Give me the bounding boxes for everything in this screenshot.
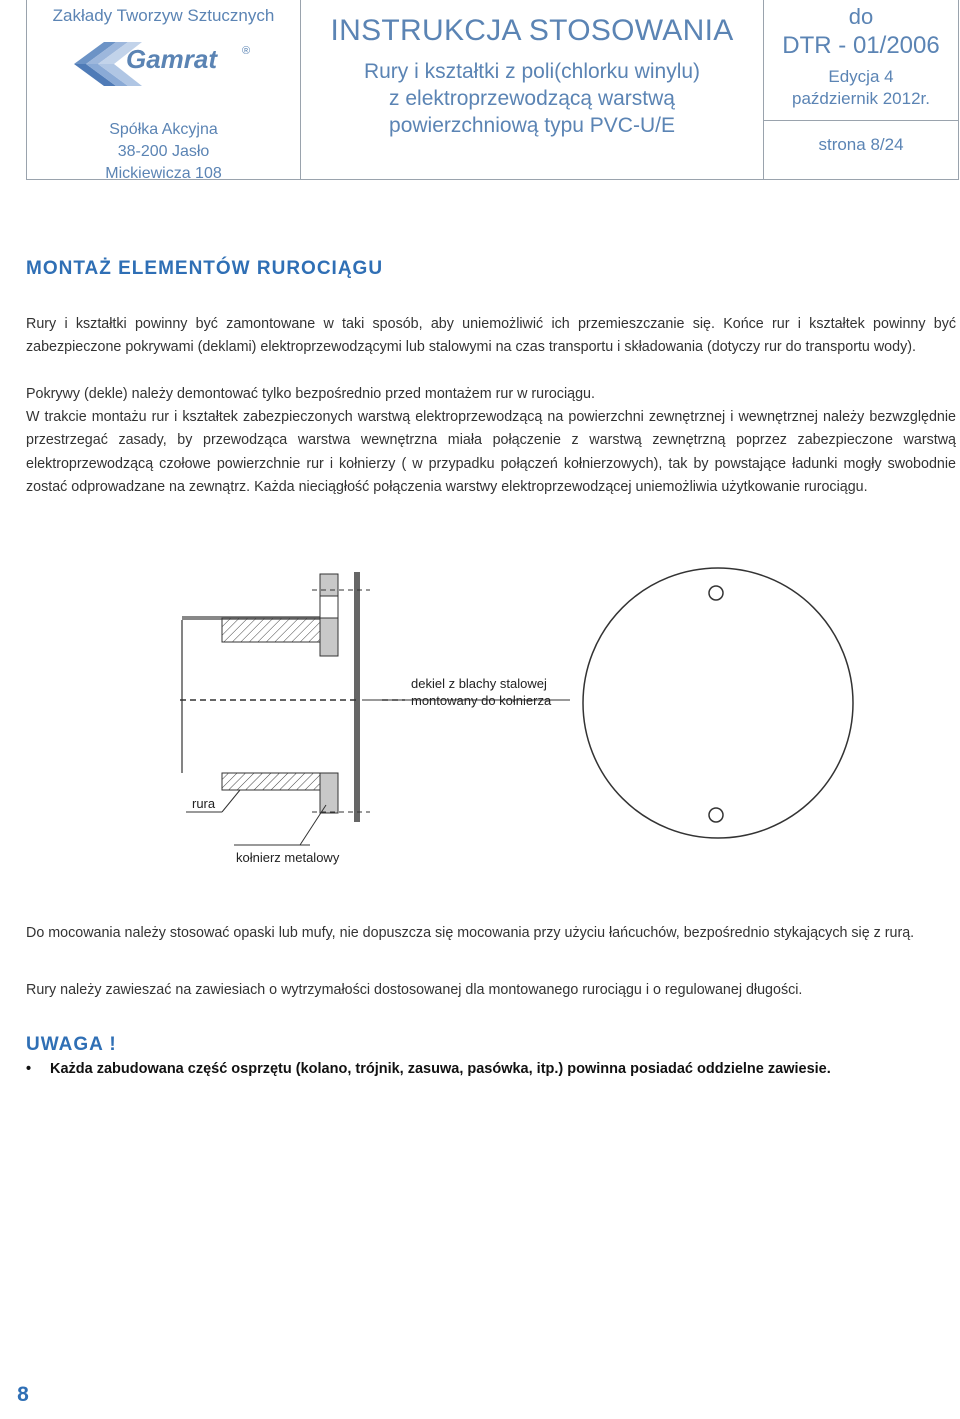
cover-hole-top (709, 586, 723, 600)
paragraph-1: Rury i kształtki powinny być zamontowane w taki sposób, aby uniemożliwić ich przemieszczanie się. Końce rur i kształtek powinny być zabezpieczone pokrywami (deklami) elektroprzewodzącymi lub stalowymi na czas transportu i składowania (dotyczy rur do transportu wody). (26, 316, 956, 356)
doc-subtitle-line-1: Rury i kształtki z poli(chlorku winylu) (363, 60, 701, 83)
doc-number: DTR - 01/2006 (782, 32, 940, 59)
company-block (27, 0, 301, 182)
rura-leader (222, 790, 240, 812)
doc-do-label: do (848, 4, 874, 29)
label-dekiel-1: dekiel z blachy stalowej (411, 676, 547, 691)
kolnierz-leader (300, 805, 326, 845)
bullet-dot: • (26, 1061, 32, 1077)
company-type: Spółka Akcyjna (109, 121, 218, 138)
paragraph-5: Rury należy zawieszać na zawiesiach o wytrzymałości dostosowanej dla montowanego rurociągu i o regulowanej długości. (26, 982, 803, 998)
gamrat-logo (64, 34, 264, 94)
steel-cover (354, 572, 360, 822)
flange-bolt-hole-top (320, 596, 338, 618)
company-street: Mickiewicza 108 (105, 165, 222, 182)
label-rura: rura (192, 796, 216, 811)
doc-info-block (764, 0, 958, 179)
paragraph-2: Pokrywy (dekle) należy demontować tylko bezpośrednio przed montażem rur w rurociągu. (26, 386, 595, 402)
doc-subtitle (301, 58, 763, 139)
divider (764, 120, 958, 121)
page-info: strona 8/24 (818, 135, 904, 154)
label-kolnierz: kołnierz metalowy (236, 850, 340, 865)
company-name: Zakłady Tworzyw Sztucznych (52, 6, 275, 25)
title-block (301, 0, 764, 179)
doc-subtitle-line-2: z elektroprzewodzącą warstwą (389, 87, 675, 110)
cover-front-view (583, 568, 853, 838)
warning-title: UWAGA ! (26, 1034, 117, 1055)
logo-mark: ® (241, 45, 250, 57)
warning-item-text: Każda zabudowana część osprzętu (kolano, trójnik, zasuwa, pasówka, itp.) powinna posiadać oddzielne zawiesie. (50, 1061, 831, 1077)
flange-diagram (0, 560, 960, 880)
doc-title: INSTRUKCJA STOSOWANIA (330, 14, 734, 47)
company-postal: 38-200 Jasło (117, 143, 210, 160)
warning-item (26, 1061, 831, 1077)
paragraph-4: Do mocowania należy stosować opaski lub mufy, nie dopuszcza się mocowania przy użyciu łańcuchów, bezpośrednio stykających się z rurą. (26, 925, 915, 941)
edition-date: październik 2012r. (792, 89, 930, 108)
page-number: 8 (17, 1383, 29, 1406)
pipe-wall-top (222, 618, 320, 642)
section-title: MONTAŻ ELEMENTÓW RUROCIĄGU (26, 258, 384, 279)
edition: Edycja 4 (828, 67, 894, 86)
paragraph-3: W trakcie montażu rur i kształtek zabezpieczonych warstwą elektroprzewodzącą na powierzchni zewnętrznej i wewnętrznej należy bezwzględnie przestrzegać zasady, by przewodząca warstwa wewnętrzna miała połączenie z warstwą zewnętrzną poprzez zabezpieczone warstwą elektroprzewodzącą czołowe powierzchnie rur i kołnierzy ( w przypadku połączeń kołnierzowych), tak by powstające ładunki mogły swobodnie zostać odprowadzane na zewnątrz. Każda nieciągłość połączenia warstwy elektroprzewodzącej uniemożliwia użytkowanie rurociągu. (26, 409, 956, 495)
flange-bottom (320, 773, 338, 813)
label-dekiel-2: montowany do kołnierza (411, 693, 552, 708)
pipe-wall-bottom (222, 773, 320, 790)
logo-text: Gamrat (125, 44, 217, 74)
document-header (26, 0, 959, 180)
cover-hole-bottom (709, 808, 723, 822)
doc-subtitle-line-3: powierzchniową typu PVC-U/E (389, 114, 675, 137)
